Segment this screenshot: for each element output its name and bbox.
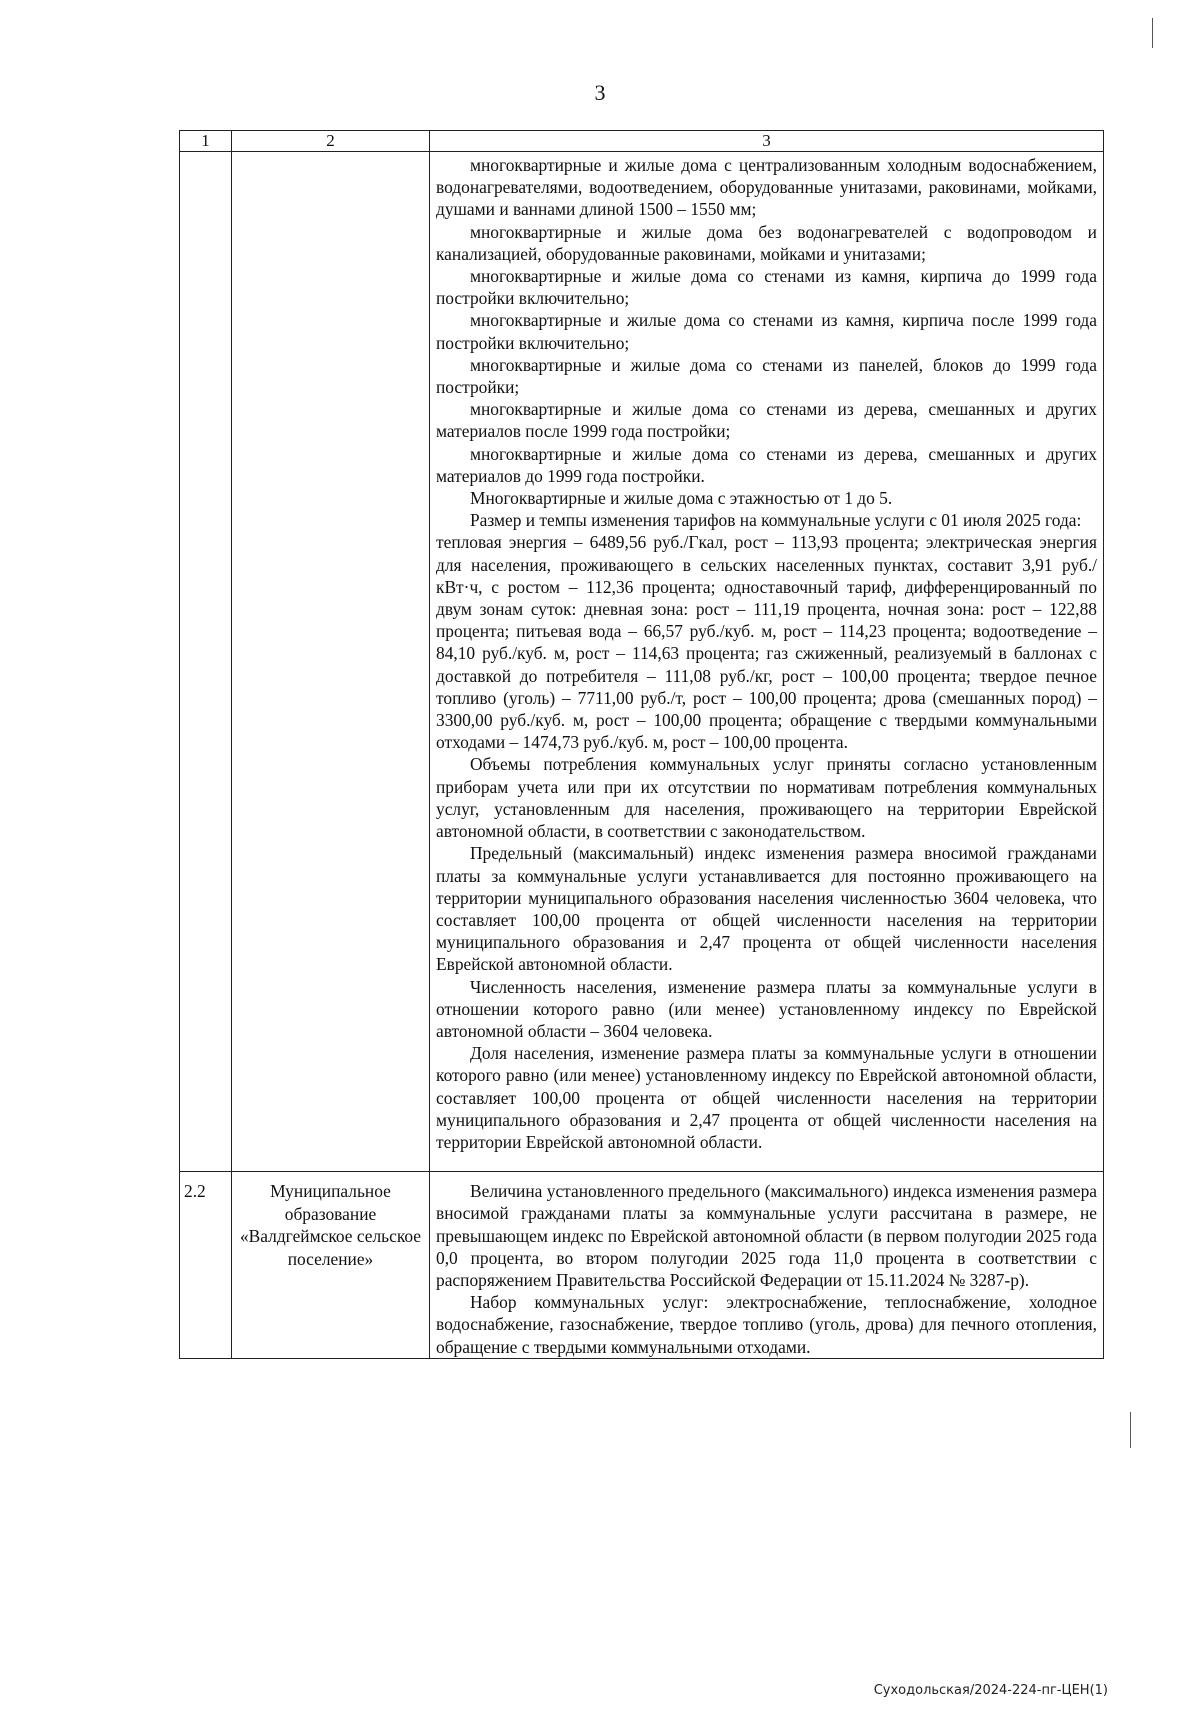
- header-col-1: 1: [180, 131, 232, 152]
- tariff-paragraph: тепловая энергия – 6489,56 руб./Гкал, рост – 113,93 процента; электрическая энергия для населения, проживающего в сельских населенных пунктах, составит 3,91 руб./кВт·ч, с ростом – 112,36 процента; одноставочный тариф, дифференцированный по двум зонам суток: дневная зона: рост – 111,19 процента, ночная зона: рост – 122,88 процента; питьевая вода – 66,57 руб./куб. м, рост – 114,23 процента; водоотведение – 84,10 руб./куб. м, рост – 114,63 процента; газ сжиженный, реализуемый в баллонах с доставкой до потребителя – 111,08 руб./кг, рост – 100,00 процента; твердое печное топливо (уголь) – 7711,00 руб./т, рост – 100,00 процента; дрова (смешанных пород) – 3300,00 руб./куб. м, рост – 100,00 процента; обращение с твердыми коммунальными отходами – 1474,73 руб./куб. м, рост – 100,00 процента.: [436, 532, 1097, 753]
- paragraph: Величина установленного предельного (максимального) индекса изменения размера вносимой гражданами платы за коммунальные услуги рассчитана в размере, не превышающем индекс по Еврейской автономной области (в первом полугодии 2025 года 0,0 процента, во втором полугодии 2025 года 11,0 процента в соответствии с распоряжением Правительства Российской Федерации от 15.11.2024 № 3287-р).: [436, 1181, 1097, 1290]
- page-number: 3: [594, 80, 606, 105]
- paragraph: многоквартирные и жилые дома со стенами из дерева, смешанных и других материалов после 1999 года постройки;: [436, 399, 1097, 442]
- row-content-cell: [430, 1172, 1104, 1359]
- document-footer: Суходольская/2024-224-пг-ЦЕН(1): [873, 1683, 1108, 1698]
- row-content-cell: [430, 152, 1104, 1172]
- table-header-row: [180, 131, 1104, 152]
- row-subject-cell: Муниципальное образование «Валдгеймское сельское поселение»: [232, 1172, 430, 1359]
- paragraph: Размер и темпы изменения тарифов на коммунальные услуги с 01 июля 2025 года:: [470, 510, 1082, 531]
- paragraph: многоквартирные и жилые дома со стенами из камня, кирпича до 1999 года постройки включительно;: [436, 266, 1097, 309]
- table-row: [180, 1172, 1104, 1359]
- row-subject-cell: [232, 152, 430, 1172]
- paragraph: Многоквартирные и жилые дома с этажностью от 1 до 5.: [470, 488, 893, 509]
- paragraph: многоквартирные и жилые дома со стенами из дерева, смешанных и других материалов до 1999 года постройки.: [436, 443, 1097, 486]
- row-number-cell: [180, 152, 232, 1172]
- paragraph: Численность населения, изменение размера платы за коммунальные услуги в отношении которого равно (или менее) установленному индексу по Еврейской автономной области – 3604 человека.: [436, 976, 1097, 1041]
- paragraph: Набор коммунальных услуг: электроснабжение, теплоснабжение, холодное водоснабжение, газоснабжение, твердое топливо (уголь, дрова) для печного отопления, обращение с твердыми коммунальными отходами.: [436, 1292, 1097, 1357]
- paragraph: многоквартирные и жилые дома без водонагревателей с водопроводом и канализацией, оборудованные раковинами, мойками и унитазами;: [436, 221, 1097, 264]
- scan-mark: [1152, 18, 1153, 48]
- paragraph: Предельный (максимальный) индекс изменения размера вносимой гражданами платы за коммунальные услуги устанавливается для постоянно проживающего на территории муниципального образования населения численностью 3604 человека, что составляет 100,00 процента от общей численности населения на территории муниципального образования и 2,47 процента от общей численности населения Еврейской автономной области.: [436, 843, 1097, 975]
- paragraph: многоквартирные и жилые дома со стенами из панелей, блоков до 1999 года постройки;: [436, 354, 1097, 398]
- table-row: [180, 152, 1104, 1172]
- paragraph: Объемы потребления коммунальных услуг приняты согласно установленным приборам учета или при их отсутствии по нормативам потребления коммунальных услуг, установленным для населения, проживающего на территории Еврейской автономной области, в соответствии с законодательством.: [436, 754, 1097, 842]
- row-number-cell: 2.2: [180, 1172, 232, 1359]
- header-col-3: 3: [430, 131, 1104, 152]
- header-col-2: 2: [232, 131, 430, 152]
- paragraph: многоквартирные и жилые дома со стенами из камня, кирпича после 1999 года постройки включительно;: [436, 310, 1097, 353]
- scan-mark: [1130, 1412, 1131, 1448]
- paragraph: многоквартирные и жилые дома с централизованным холодным водоснабжением, водонагревателями, водоотведением, оборудованные унитазами, раковинами, мойками, душами и ваннами длиной 1500 – 1550 мм;: [436, 155, 1097, 220]
- document-table: [179, 130, 1104, 1359]
- paragraph: Доля населения, изменение размера платы за коммунальные услуги в отношении которого равно (или менее) установленному индексу по Еврейской автономной области, составляет 100,00 процента от общей численности населения на территории муниципального образования и 2,47 процента от общей численности населения на территории Еврейской автономной области.: [436, 1043, 1097, 1152]
